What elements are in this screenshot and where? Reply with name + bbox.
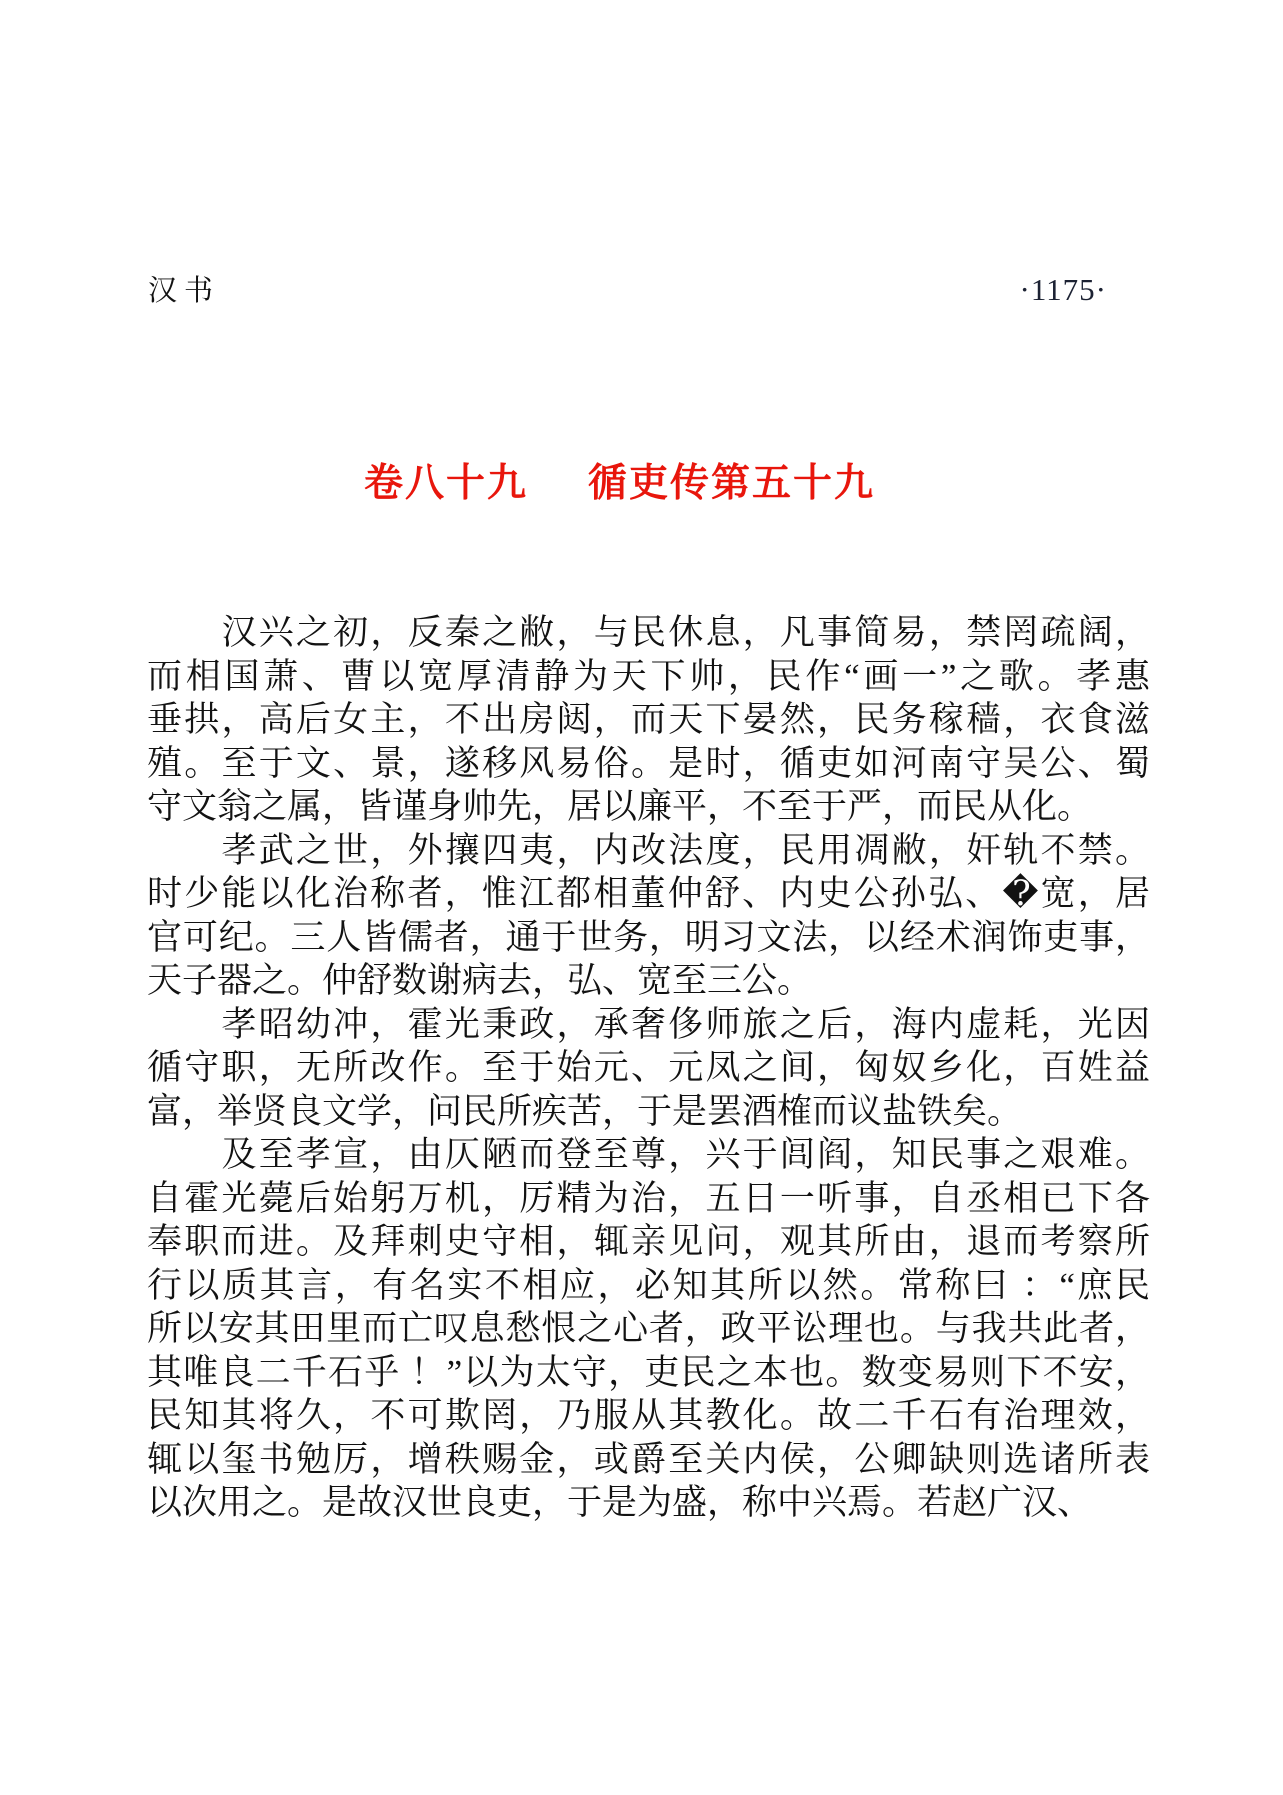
chapter-title-name: 循吏传第五十九 — [588, 462, 876, 505]
text-line: 辄以玺书勉厉，增秩赐金，或爵至关内侯，公卿缺则选诸所表 — [147, 1439, 1150, 1479]
text-line: 垂拱，高后女主，不出房闼，而天下晏然，民务稼穑，衣食滋 — [147, 700, 1150, 739]
text-line: 所以安其田里而亡叹息愁恨之心者，政平讼理也。与我共此者， — [147, 1309, 1150, 1348]
paragraph — [147, 1003, 1150, 1134]
paragraph — [147, 1133, 1150, 1525]
text-line: 其唯良二千石乎 ！”以为太守，吏民之本也。数变易则下不安， — [147, 1352, 1150, 1392]
text-line: 汉兴之初，反秦之敝，与民休息，凡事简易，禁罔疏阔， — [147, 613, 1150, 652]
text-line: 时少能以化治称者，惟江都相董仲舒、内史公孙弘、�宽，居 — [147, 874, 1150, 913]
text-line: 民知其将久，不可欺罔，乃服从其教化。故二千石有治理效， — [147, 1396, 1150, 1435]
page-number: ·1175· — [1019, 272, 1107, 307]
text-line: 奉职而进。及拜刺史守相，辄亲见问，观其所由，退而考察所 — [147, 1222, 1150, 1261]
body-text — [147, 611, 1150, 1525]
chapter-title-volume: 卷八十九 — [364, 462, 529, 505]
text-line: 富，举贤良文学，问民所疾苦，于是罢酒榷而议盐铁矣。 — [147, 1091, 1023, 1131]
text-line: 自霍光薨后始躬万机，厉精为治，五日一听事，自丞相已下各 — [147, 1178, 1150, 1218]
text-line: 殖。至于文、景，遂移风易俗。是时，循吏如河南守吴公、蜀 — [147, 743, 1150, 783]
text-line: 天子器之。仲舒数谢病去，弘、宽至三公。 — [147, 961, 813, 1000]
text-line: 而相国萧、曹以宽厚清静为天下帅，民作“画一”之歌。孝惠 — [147, 656, 1150, 696]
text-line: 孝武之世，外攘四夷，内改法度，民用凋敝，奸轨不禁。 — [147, 830, 1150, 870]
text-line: 行以质其言，有名实不相应，必知其所以然。常称曰 ：“庶民 — [147, 1265, 1150, 1305]
paragraph — [147, 829, 1150, 1003]
text-line: 守文翁之属，皆谨身帅先，居以廉平，不至于严，而民从化。 — [147, 787, 1093, 826]
chapter-title — [364, 461, 875, 508]
text-line: 以次用之。是故汉世良吏，于是为盛，称中兴焉。若赵广汉、 — [147, 1483, 1093, 1522]
text-line: 孝昭幼冲，霍光秉政，承奢侈师旅之后，海内虚耗，光因 — [147, 1004, 1150, 1044]
paragraph — [147, 611, 1150, 829]
page-header — [148, 268, 1107, 309]
text-line: 官可纪。三人皆儒者，通于世务，明习文法，以经术润饰吏事， — [147, 917, 1150, 957]
book-title: 汉书 — [148, 275, 221, 307]
text-line: 循守职，无所改作。至于始元、元凤之间，匈奴乡化，百姓益 — [147, 1048, 1150, 1087]
text-line: 及至孝宣，由仄陋而登至尊，兴于闾阎，知民事之艰难。 — [147, 1135, 1150, 1174]
